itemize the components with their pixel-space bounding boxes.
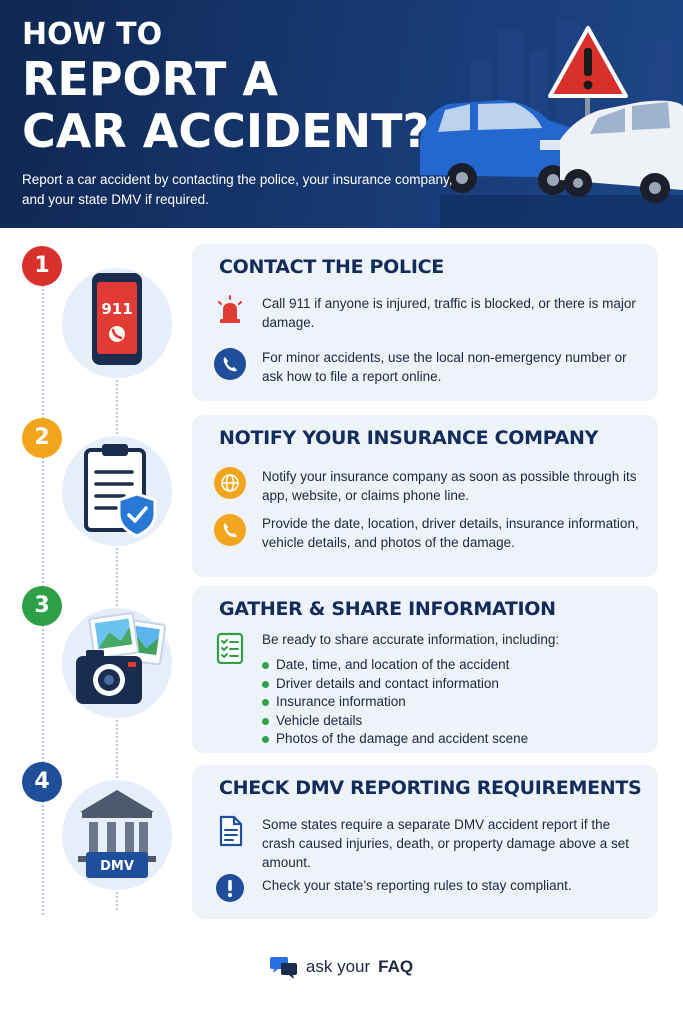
phone-icon	[214, 514, 246, 546]
alert-icon	[214, 872, 246, 904]
step-2-item-2-text: Provide the date, location, driver details, insurance information, vehicle details, and photos of the damage.	[262, 516, 639, 550]
step-2-card	[192, 415, 658, 577]
document-icon	[214, 815, 246, 847]
globe-icon	[214, 467, 246, 499]
dmv-building-icon	[62, 780, 172, 890]
step-4-item-1-text: Some states require a separate DMV accident report if the crash caused injuries, death, or property damage above a set amount.	[262, 817, 629, 870]
title-line-3: CAR ACCIDENT?	[22, 104, 430, 158]
step-2-title: NOTIFY YOUR INSURANCE COMPANY	[219, 427, 599, 449]
phone-911-icon	[62, 268, 172, 378]
list-item: Driver details and contact information	[262, 675, 528, 694]
phone-911-text: 911	[101, 300, 133, 318]
step-3-bullet-list	[262, 656, 528, 749]
step-1-item-1-text: Call 911 if anyone is injured, traffic is blocked, or there is major damage.	[262, 296, 636, 330]
checklist-icon	[214, 632, 246, 664]
step-4-card	[192, 765, 658, 919]
list-item: Insurance information	[262, 693, 528, 712]
camera-photos-icon	[62, 608, 172, 718]
clipboard-shield-icon	[62, 436, 172, 546]
step-1-icon-circle	[62, 268, 172, 378]
title-line-1: HOW TO	[22, 17, 163, 52]
list-item: Photos of the damage and accident scene	[262, 730, 528, 749]
chat-bubbles-icon	[270, 955, 298, 979]
step-3-intro-text: Be ready to share accurate information, including:	[262, 632, 560, 647]
step-4-icon-circle	[62, 780, 172, 890]
step-3-card	[192, 586, 658, 753]
step-2-item-1-text: Notify your insurance company as soon as possible through its app, website, or claims phone line.	[262, 469, 637, 503]
step-1-item-2-text: For minor accidents, use the local non-emergency number or ask how to file a report online.	[262, 350, 627, 384]
phone-icon	[214, 348, 246, 380]
step-2-badge: 2	[22, 418, 62, 458]
step-3-icon-circle	[62, 608, 172, 718]
step-4-badge: 4	[22, 762, 62, 802]
list-item: Date, time, and location of the accident	[262, 656, 528, 675]
step-4-title: CHECK DMV REPORTING REQUIREMENTS	[219, 777, 642, 799]
brand-logo[interactable]	[270, 955, 413, 979]
step-1-title: CONTACT THE POLICE	[219, 256, 444, 278]
step-1-badge: 1	[22, 246, 62, 286]
step-1-card	[192, 244, 658, 401]
siren-icon	[214, 294, 246, 326]
page-title	[22, 17, 430, 160]
brand-text-bold: FAQ	[378, 957, 414, 976]
list-item: Vehicle details	[262, 712, 528, 731]
page-subtitle: Report a car accident by contacting the police, your insurance company, and your state DMV if required.	[22, 172, 453, 207]
title-line-2: REPORT A	[22, 52, 279, 106]
step-3-title: GATHER & SHARE INFORMATION	[219, 598, 556, 620]
step-4-item-2-text: Check your state’s reporting rules to stay compliant.	[262, 878, 572, 893]
step-3-badge: 3	[22, 586, 62, 626]
brand-text-light: ask your	[305, 957, 371, 976]
header-banner	[0, 0, 683, 228]
footer	[0, 955, 683, 984]
step-2-icon-circle	[62, 436, 172, 546]
dmv-label: DMV	[100, 859, 134, 874]
